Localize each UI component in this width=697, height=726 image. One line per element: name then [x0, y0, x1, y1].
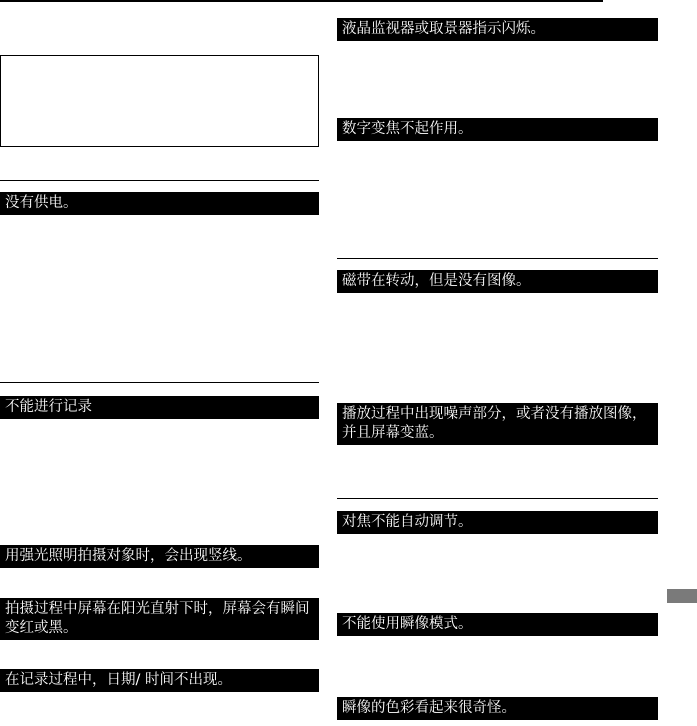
heading-cannot-record: 不能进行记录 — [0, 396, 319, 419]
heading-tape-no-image: 磁带在转动，但是没有图像。 — [337, 270, 658, 293]
heading-snapshot-colors: 瞬像的色彩看起来很奇怪。 — [337, 697, 658, 720]
heading-screen-red-black: 拍摄过程中屏幕在阳光直射下时，屏幕会有瞬间变红或黑。 — [0, 598, 319, 640]
heading-vertical-lines: 用强光照明拍摄对象时，会出现竖线。 — [0, 545, 319, 568]
section-tab-marker — [667, 589, 697, 603]
heading-indicator-blinking: 液晶监视器或取景器指示闪烁。 — [337, 18, 658, 41]
heading-noise-blue-screen: 播放过程中出现噪声部分，或者没有播放图像，并且屏幕变蓝。 — [337, 403, 658, 445]
section-rule — [337, 258, 658, 259]
section-rule — [0, 180, 319, 181]
section-rule — [0, 382, 319, 383]
note-box — [0, 55, 319, 147]
heading-no-power: 没有供电。 — [0, 192, 319, 215]
heading-snapshot-mode: 不能使用瞬像模式。 — [337, 613, 658, 636]
heading-date-time-missing: 在记录过程中，日期/ 时间不出现。 — [0, 669, 319, 692]
section-rule — [337, 498, 658, 499]
heading-autofocus: 对焦不能自动调节。 — [337, 511, 658, 534]
heading-digital-zoom: 数字变焦不起作用。 — [337, 118, 658, 141]
top-rule — [0, 0, 603, 2]
